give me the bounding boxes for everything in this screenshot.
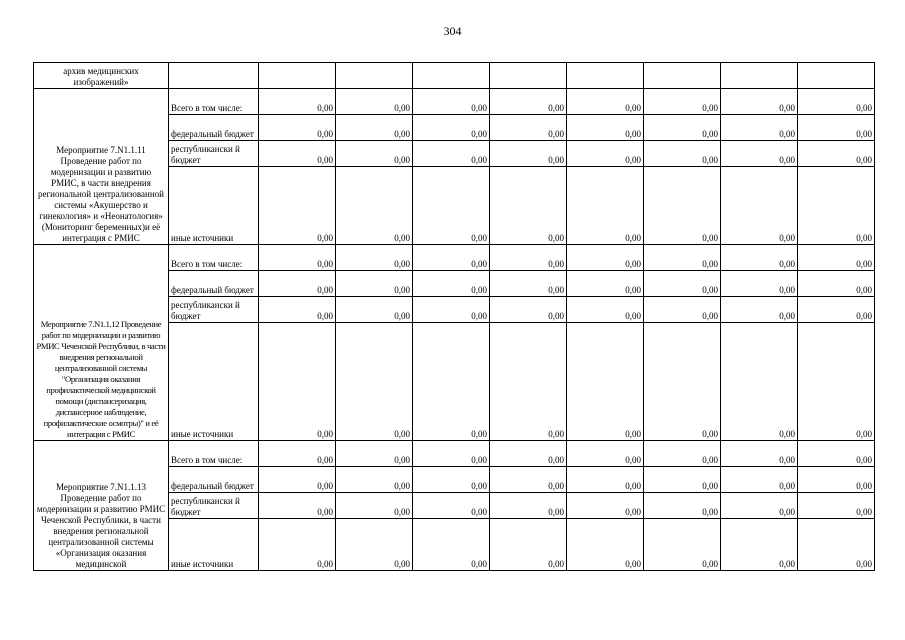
amount-cell: 0,00: [798, 493, 875, 519]
amount-cell: 0,00: [644, 493, 721, 519]
amount-cell: 0,00: [644, 167, 721, 245]
amount-cell: 0,00: [259, 141, 336, 167]
amount-cell: 0,00: [336, 441, 413, 467]
amount-cell: 0,00: [644, 115, 721, 141]
amount-cell: 0,00: [644, 271, 721, 297]
amount-cell: 0,00: [798, 245, 875, 271]
amount-cell: 0,00: [721, 89, 798, 115]
amount-cell: 0,00: [336, 141, 413, 167]
table-row: [34, 245, 875, 271]
amount-cell: 0,00: [336, 245, 413, 271]
table-cell: [169, 63, 259, 89]
amount-cell: 0,00: [798, 441, 875, 467]
amount-cell: 0,00: [336, 89, 413, 115]
amount-cell: 0,00: [490, 323, 567, 441]
amount-cell: 0,00: [567, 441, 644, 467]
measure-title: Мероприятие 7.N1.1.12 Проведение работ по модернизации и развитию РМИС Чеченской Республики, в части внедрения региональной централизованной системы "Организация оказания профилактической медицинской помощи (диспансеризация, диспансерное наблюдение, профилактические осмотры)" и её интеграция с РМИС: [34, 245, 169, 441]
amount-cell: 0,00: [336, 167, 413, 245]
amount-cell: 0,00: [721, 519, 798, 571]
continuation-text: архив медицинских изображений»: [34, 63, 169, 89]
amount-cell: 0,00: [798, 297, 875, 323]
amount-cell: 0,00: [567, 271, 644, 297]
amount-cell: 0,00: [721, 467, 798, 493]
amount-cell: 0,00: [721, 297, 798, 323]
amount-cell: 0,00: [644, 323, 721, 441]
amount-cell: 0,00: [567, 323, 644, 441]
amount-cell: 0,00: [413, 167, 490, 245]
amount-cell: 0,00: [490, 297, 567, 323]
funding-source-label: федеральный бюджет: [169, 271, 259, 297]
amount-cell: 0,00: [721, 323, 798, 441]
table-cell: [490, 63, 567, 89]
amount-cell: 0,00: [721, 271, 798, 297]
amount-cell: 0,00: [798, 271, 875, 297]
funding-source-label: иные источники: [169, 323, 259, 441]
amount-cell: 0,00: [336, 519, 413, 571]
amount-cell: 0,00: [567, 297, 644, 323]
amount-cell: 0,00: [644, 519, 721, 571]
funding-source-label: иные источники: [169, 519, 259, 571]
funding-source-label: республикански й бюджет: [169, 141, 259, 167]
amount-cell: 0,00: [413, 519, 490, 571]
amount-cell: 0,00: [798, 519, 875, 571]
measure-title: Мероприятие 7.N1.1.13 Проведение работ по модернизации и развитию РМИС Чеченской Республики, в части внедрения региональной централизованной системы «Организация оказания медицинской: [34, 441, 169, 571]
amount-cell: 0,00: [567, 493, 644, 519]
table-cell: [336, 63, 413, 89]
amount-cell: 0,00: [567, 467, 644, 493]
funding-source-label: Всего в том числе:: [169, 441, 259, 467]
amount-cell: 0,00: [490, 245, 567, 271]
amount-cell: 0,00: [490, 167, 567, 245]
amount-cell: 0,00: [259, 493, 336, 519]
table-cell: [798, 63, 875, 89]
budget-table: [33, 62, 875, 571]
amount-cell: 0,00: [413, 467, 490, 493]
funding-source-label: республикански й бюджет: [169, 493, 259, 519]
table-cell: [721, 63, 798, 89]
amount-cell: 0,00: [490, 141, 567, 167]
amount-cell: 0,00: [259, 441, 336, 467]
amount-cell: 0,00: [798, 115, 875, 141]
amount-cell: 0,00: [259, 467, 336, 493]
amount-cell: 0,00: [413, 245, 490, 271]
amount-cell: 0,00: [567, 115, 644, 141]
amount-cell: 0,00: [798, 467, 875, 493]
amount-cell: 0,00: [413, 493, 490, 519]
table-row: [34, 441, 875, 467]
amount-cell: 0,00: [721, 115, 798, 141]
amount-cell: 0,00: [413, 89, 490, 115]
table-row-continuation: [34, 63, 875, 89]
funding-source-label: иные источники: [169, 167, 259, 245]
amount-cell: 0,00: [259, 297, 336, 323]
amount-cell: 0,00: [721, 493, 798, 519]
amount-cell: 0,00: [798, 167, 875, 245]
amount-cell: 0,00: [721, 167, 798, 245]
funding-source-label: федеральный бюджет: [169, 115, 259, 141]
amount-cell: 0,00: [490, 441, 567, 467]
amount-cell: 0,00: [259, 245, 336, 271]
amount-cell: 0,00: [490, 519, 567, 571]
table-cell: [259, 63, 336, 89]
amount-cell: 0,00: [721, 245, 798, 271]
amount-cell: 0,00: [413, 141, 490, 167]
amount-cell: 0,00: [490, 271, 567, 297]
amount-cell: 0,00: [413, 297, 490, 323]
amount-cell: 0,00: [490, 115, 567, 141]
amount-cell: 0,00: [567, 519, 644, 571]
table-cell: [644, 63, 721, 89]
funding-source-label: федеральный бюджет: [169, 467, 259, 493]
amount-cell: 0,00: [259, 89, 336, 115]
amount-cell: 0,00: [259, 115, 336, 141]
amount-cell: 0,00: [644, 141, 721, 167]
amount-cell: 0,00: [798, 89, 875, 115]
amount-cell: 0,00: [259, 271, 336, 297]
amount-cell: 0,00: [490, 467, 567, 493]
table-cell: [413, 63, 490, 89]
amount-cell: 0,00: [644, 89, 721, 115]
table-row: [34, 89, 875, 115]
amount-cell: 0,00: [721, 441, 798, 467]
amount-cell: 0,00: [721, 141, 798, 167]
amount-cell: 0,00: [567, 141, 644, 167]
amount-cell: 0,00: [798, 141, 875, 167]
amount-cell: 0,00: [567, 167, 644, 245]
amount-cell: 0,00: [413, 441, 490, 467]
amount-cell: 0,00: [567, 245, 644, 271]
page-number: 304: [443, 24, 462, 38]
amount-cell: 0,00: [490, 89, 567, 115]
measure-title: Мероприятие 7.N1.1.11 Проведение работ по модернизации и развитию РМИС, в части внедрения региональной централизованной системы «Акушерство и гинекология» и «Неонатология» (Мониторинг беременных)и её интеграция с РМИС: [34, 89, 169, 245]
amount-cell: 0,00: [644, 467, 721, 493]
measures-body: [34, 89, 875, 571]
amount-cell: 0,00: [259, 167, 336, 245]
amount-cell: 0,00: [413, 115, 490, 141]
amount-cell: 0,00: [336, 323, 413, 441]
table-cell: [567, 63, 644, 89]
amount-cell: 0,00: [336, 297, 413, 323]
amount-cell: 0,00: [259, 519, 336, 571]
amount-cell: 0,00: [567, 89, 644, 115]
amount-cell: 0,00: [336, 115, 413, 141]
funding-source-label: Всего в том числе:: [169, 245, 259, 271]
amount-cell: 0,00: [413, 323, 490, 441]
amount-cell: 0,00: [798, 323, 875, 441]
amount-cell: 0,00: [644, 297, 721, 323]
amount-cell: 0,00: [336, 467, 413, 493]
amount-cell: 0,00: [336, 493, 413, 519]
amount-cell: 0,00: [259, 323, 336, 441]
funding-source-label: Всего в том числе:: [169, 89, 259, 115]
amount-cell: 0,00: [644, 441, 721, 467]
amount-cell: 0,00: [336, 271, 413, 297]
funding-source-label: республикански й бюджет: [169, 297, 259, 323]
amount-cell: 0,00: [413, 271, 490, 297]
amount-cell: 0,00: [490, 493, 567, 519]
amount-cell: 0,00: [644, 245, 721, 271]
